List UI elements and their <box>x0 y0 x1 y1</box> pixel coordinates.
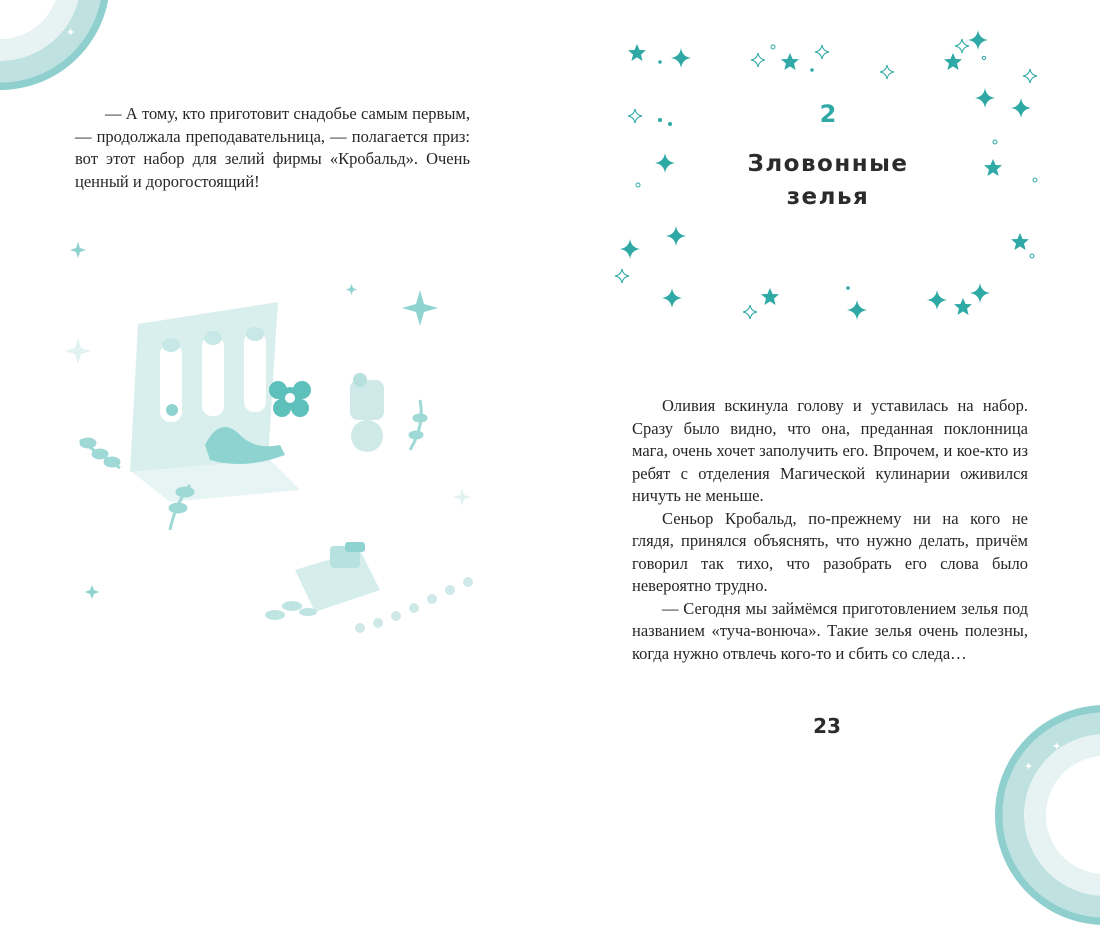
sparkle-icon <box>751 53 765 67</box>
body-paragraph: Оливия вскинула голову и уставилась на набор. Сразу было видно, что она, преданная поклонница мага, очень хочет заполучить его. Впрочем, и кое-кто из ребят с отделения Магической кулинарии оживился ничуть не меньше. <box>632 396 1028 505</box>
sparkle-icon <box>620 239 640 259</box>
body-paragraph: Сеньор Кробальд, по-прежнему ни на кого не глядя, принялся объяснять, что нужно делать, причём говорил так тихо, что разобрать его слова было невероятно трудно. <box>632 508 1028 595</box>
page-number: 23 <box>813 714 841 738</box>
chapter-title <box>700 148 956 214</box>
sparkle-icon <box>927 290 947 310</box>
sparkle-icon <box>671 48 691 68</box>
sparkle-icon <box>880 65 894 79</box>
star-icon <box>1011 233 1029 250</box>
star-icon <box>761 288 779 305</box>
sparkle-icon: ✦ <box>38 2 48 15</box>
sparkle-icon <box>655 153 675 173</box>
sparkle-icon <box>1023 69 1037 83</box>
star-icon <box>954 298 972 315</box>
left-page-paragraph: — А тому, кто приготовит снадобье самым первым, — продолжала преподавательница, — полагается приз: вот этот набор для зелий фирмы «Кробальд». Очень ценный и дорогостоящий! <box>75 104 470 191</box>
sparkle-icon: ✦ <box>1024 760 1034 773</box>
sparkle-icon <box>662 288 682 308</box>
sparkle-icon <box>970 283 990 303</box>
sparkle-icon <box>666 226 686 246</box>
chapter-title-line-1: Зловонные <box>747 151 909 177</box>
sparkle-icon: ✦ <box>1052 740 1062 753</box>
sparkle-icon <box>815 45 829 59</box>
sparkle-icon <box>743 305 757 319</box>
sparkle-icon <box>615 269 629 283</box>
sparkle-icon <box>975 88 995 108</box>
sparkle-icon <box>955 39 969 53</box>
star-icon <box>628 44 646 61</box>
chapter-title-line-2: зелья <box>786 184 870 210</box>
right-page-body <box>632 395 1028 665</box>
star-icon <box>944 53 962 70</box>
star-icon <box>781 53 799 70</box>
sparkle-icon <box>847 300 867 320</box>
sparkle-icon <box>968 30 988 50</box>
sparkle-icon: ✦ <box>66 26 76 39</box>
star-icon <box>984 159 1002 176</box>
body-paragraph: — Сегодня мы займёмся приготовлением зелья под названием «туча-вонюча». Такие зелья очень полезны, когда нужно отвлечь кого-то и сбить со следа… <box>632 598 1028 663</box>
sparkle-icon <box>1011 98 1031 118</box>
sparkle-icon <box>628 109 642 123</box>
chapter-number: 2 <box>819 100 837 128</box>
